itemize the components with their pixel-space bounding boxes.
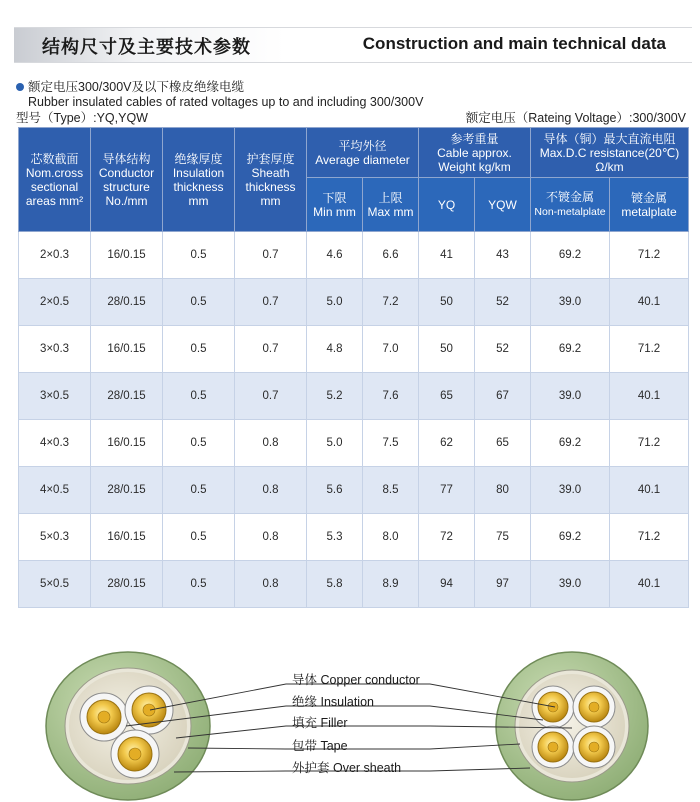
label-over-sheath: 外护套 Over sheath — [292, 761, 402, 775]
cell-area: 3×0.5 — [19, 373, 91, 420]
four-core-cable — [496, 652, 648, 800]
cell-nonmetal: 69.2 — [531, 514, 610, 561]
header-weight-en: Cable approx. Weight kg/km — [437, 145, 512, 174]
cable-cross-section-diagram — [0, 640, 700, 802]
cell-metal: 40.1 — [610, 279, 689, 326]
rated-voltage-line: 额定电压（Rateing Voltage）:300/300V — [465, 111, 686, 125]
technical-data-table — [18, 127, 689, 608]
cell-conductor: 16/0.15 — [91, 514, 163, 561]
table-row — [19, 561, 689, 608]
header-sheath-zh: 护套厚度 — [246, 151, 295, 166]
right-core — [573, 686, 615, 728]
header-nonmetal — [531, 178, 610, 232]
left-core — [111, 730, 159, 778]
header-metal-zh: 镀金属 — [631, 190, 668, 205]
title-en: Construction and main technical data — [362, 34, 666, 53]
cell-conductor: 28/0.15 — [91, 373, 163, 420]
header-area — [19, 128, 91, 232]
header-min-en: Min mm — [313, 204, 356, 219]
header-max-en: Max mm — [367, 204, 414, 219]
table-row — [19, 467, 689, 514]
cell-min: 4.6 — [307, 232, 363, 279]
cell-yq: 41 — [419, 232, 475, 279]
label-tape: 包带 Tape — [292, 739, 348, 753]
cell-yq: 77 — [419, 467, 475, 514]
cell-yqw: 43 — [475, 232, 531, 279]
cell-yq: 65 — [419, 373, 475, 420]
cell-conductor: 16/0.15 — [91, 326, 163, 373]
cell-area: 3×0.3 — [19, 326, 91, 373]
header-metal — [610, 178, 689, 232]
cell-yq: 72 — [419, 514, 475, 561]
header-weight — [419, 128, 531, 178]
cell-max: 7.6 — [363, 373, 419, 420]
cell-min: 5.6 — [307, 467, 363, 514]
title-banner — [14, 27, 692, 61]
cell-max: 6.6 — [363, 232, 419, 279]
cell-nonmetal: 39.0 — [531, 561, 610, 608]
cell-area: 4×0.3 — [19, 420, 91, 467]
cell-yqw: 75 — [475, 514, 531, 561]
header-max — [363, 178, 419, 232]
cell-insulation: 0.5 — [163, 373, 235, 420]
header-yq: YQ — [419, 178, 475, 232]
header-min-zh: 下限 — [322, 190, 347, 205]
cell-max: 8.5 — [363, 467, 419, 514]
cell-conductor: 28/0.15 — [91, 279, 163, 326]
cell-conductor: 16/0.15 — [91, 420, 163, 467]
cable-diagram-svg — [0, 640, 700, 802]
table-row — [19, 514, 689, 561]
cell-metal: 40.1 — [610, 561, 689, 608]
cable-description-zh: 额定电压300/300V及以下橡皮绝缘电缆 — [28, 80, 245, 94]
cell-max: 7.0 — [363, 326, 419, 373]
header-resistance-en: Max.D.C resistance(20℃) Ω/km — [539, 145, 680, 174]
left-core — [125, 686, 173, 734]
cell-yqw: 80 — [475, 467, 531, 514]
table-row — [19, 326, 689, 373]
cell-insulation: 0.5 — [163, 232, 235, 279]
header-min — [307, 178, 363, 232]
type-line: 型号（Type）:YQ,YQW — [16, 111, 148, 125]
cell-nonmetal: 69.2 — [531, 326, 610, 373]
cell-sheath: 0.7 — [235, 232, 307, 279]
cell-nonmetal: 39.0 — [531, 467, 610, 514]
cell-sheath: 0.7 — [235, 326, 307, 373]
cell-sheath: 0.8 — [235, 467, 307, 514]
cell-insulation: 0.5 — [163, 420, 235, 467]
right-filler — [519, 674, 625, 778]
label-filler: 填充 Filler — [292, 716, 348, 730]
cell-min: 5.2 — [307, 373, 363, 420]
header-weight-zh: 参考重量 — [450, 131, 499, 146]
cell-metal: 71.2 — [610, 232, 689, 279]
header-sheath-en: Sheath thickness mm — [245, 165, 296, 208]
header-diameter — [307, 128, 419, 178]
cell-insulation: 0.5 — [163, 514, 235, 561]
cell-min: 5.3 — [307, 514, 363, 561]
header-area-en: Nom.cross sectional areas mm² — [25, 165, 84, 208]
left-core — [80, 693, 128, 741]
cell-insulation: 0.5 — [163, 467, 235, 514]
header-resistance-zh: 导体（铜）最大直流电阻 — [543, 131, 676, 146]
table-row — [19, 420, 689, 467]
cell-metal: 71.2 — [610, 514, 689, 561]
header-conductor — [91, 128, 163, 232]
cell-min: 5.0 — [307, 420, 363, 467]
label-conductor: 导体 Copper conductor — [292, 673, 420, 687]
cell-min: 4.8 — [307, 326, 363, 373]
cell-nonmetal: 69.2 — [531, 420, 610, 467]
cell-yqw: 67 — [475, 373, 531, 420]
cell-sheath: 0.8 — [235, 561, 307, 608]
cell-yq: 94 — [419, 561, 475, 608]
cell-yqw: 52 — [475, 279, 531, 326]
cell-area: 4×0.5 — [19, 467, 91, 514]
cable-description-en: Rubber insulated cables of rated voltages up to and including 300/300V — [28, 95, 424, 109]
header-diameter-en: Average diameter — [315, 152, 410, 167]
cell-conductor: 28/0.15 — [91, 467, 163, 514]
right-core — [532, 726, 574, 768]
cell-area: 2×0.5 — [19, 279, 91, 326]
cell-insulation: 0.5 — [163, 279, 235, 326]
cell-nonmetal: 39.0 — [531, 373, 610, 420]
cell-area: 2×0.3 — [19, 232, 91, 279]
cell-yq: 62 — [419, 420, 475, 467]
cell-sheath: 0.7 — [235, 373, 307, 420]
cell-metal: 71.2 — [610, 326, 689, 373]
cell-min: 5.8 — [307, 561, 363, 608]
cell-metal: 40.1 — [610, 373, 689, 420]
header-conductor-en: Conductor structure No./mm — [98, 165, 155, 208]
cell-max: 8.9 — [363, 561, 419, 608]
leader-tape — [188, 744, 520, 749]
label-insulation: 绝缘 Insulation — [292, 695, 374, 709]
header-diameter-zh: 平均外径 — [338, 138, 387, 153]
header-conductor-zh: 导体结构 — [102, 151, 151, 166]
cell-metal: 40.1 — [610, 467, 689, 514]
header-max-zh: 上限 — [378, 190, 403, 205]
intro-line-zh — [16, 79, 244, 95]
header-metal-en: metalplate — [621, 204, 677, 219]
header-resistance — [531, 128, 689, 178]
cell-sheath: 0.8 — [235, 514, 307, 561]
cell-yq: 50 — [419, 326, 475, 373]
cell-conductor: 28/0.15 — [91, 561, 163, 608]
header-sheath — [235, 128, 307, 232]
header-area-zh: 芯数截面 — [30, 151, 79, 166]
cell-metal: 71.2 — [610, 420, 689, 467]
title-zh: 结构尺寸及主要技术参数 — [42, 37, 251, 57]
cell-max: 7.2 — [363, 279, 419, 326]
table-row — [19, 232, 689, 279]
cell-max: 7.5 — [363, 420, 419, 467]
cell-sheath: 0.7 — [235, 279, 307, 326]
header-insulation-zh: 绝缘厚度 — [174, 151, 223, 166]
header-insulation-en: Insulation thickness mm — [172, 165, 225, 208]
right-core — [573, 726, 615, 768]
cell-yq: 50 — [419, 279, 475, 326]
cell-sheath: 0.8 — [235, 420, 307, 467]
header-yqw: YQW — [475, 178, 531, 232]
cell-yqw: 65 — [475, 420, 531, 467]
cell-min: 5.0 — [307, 279, 363, 326]
cell-area: 5×0.5 — [19, 561, 91, 608]
cell-conductor: 16/0.15 — [91, 232, 163, 279]
header-nonmetal-en: Non-metalplate — [534, 206, 606, 218]
cell-insulation: 0.5 — [163, 326, 235, 373]
cell-nonmetal: 39.0 — [531, 279, 610, 326]
header-insulation — [163, 128, 235, 232]
cell-max: 8.0 — [363, 514, 419, 561]
bullet-icon — [16, 83, 24, 91]
cell-nonmetal: 69.2 — [531, 232, 610, 279]
header-nonmetal-zh: 不镀金属 — [546, 190, 595, 204]
cell-yqw: 52 — [475, 326, 531, 373]
table-row — [19, 279, 689, 326]
table-row — [19, 373, 689, 420]
cell-yqw: 97 — [475, 561, 531, 608]
cell-area: 5×0.3 — [19, 514, 91, 561]
cell-insulation: 0.5 — [163, 561, 235, 608]
